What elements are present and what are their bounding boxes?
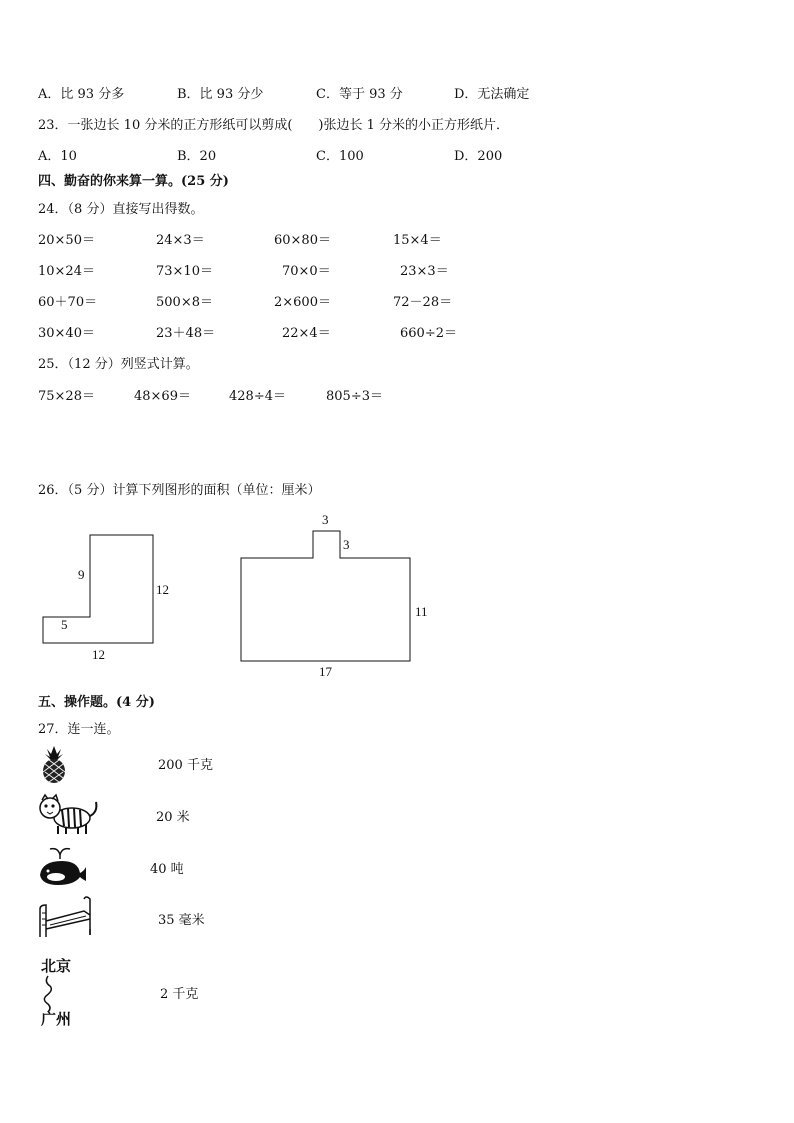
q22-option-c: C．等于 93 分	[316, 87, 403, 102]
notched-rect-label-notch-height: 3	[343, 537, 350, 552]
q23-option-c: C．100	[316, 149, 364, 164]
whale-icon	[36, 845, 88, 887]
q24-r1-c0: 10×24＝	[38, 264, 95, 279]
l-shape-label-right: 12	[156, 582, 169, 597]
map-label-beijing: 北京	[41, 957, 72, 975]
q24-r2-c1: 500×8＝	[156, 295, 213, 310]
q24-r3-c0: 30×40＝	[38, 326, 95, 341]
q24-r2-c0: 60＋70＝	[38, 295, 98, 310]
q24-r1-c1: 73×10＝	[156, 264, 213, 279]
q22-option-d: D．无法确定	[454, 87, 530, 102]
q25-title: 25．（12 分）列竖式计算。	[38, 357, 199, 372]
q23-option-d: D．200	[454, 149, 503, 164]
l-shape-label-bottom: 12	[92, 647, 105, 662]
q27-title: 27．连一连。	[38, 722, 120, 737]
l-shape-label-top-height: 9	[78, 567, 85, 582]
q24-r3-c1: 23＋48＝	[156, 326, 216, 341]
q24-r2-c3: 72－28＝	[393, 295, 453, 310]
q24-r1-c2: 70×0＝	[282, 264, 331, 279]
q25-item-2: 48×69＝	[134, 389, 191, 404]
q27-value-4: 35 毫米	[158, 913, 205, 928]
bed-icon	[36, 895, 92, 939]
q27-value-2: 20 米	[156, 810, 190, 825]
q24-r0-c1: 24×3＝	[156, 233, 205, 248]
q25-item-4: 805÷3＝	[326, 389, 383, 404]
beijing-guangzhou-map-icon	[38, 956, 82, 1028]
q25-item-3: 428÷4＝	[229, 389, 286, 404]
tiger-icon	[36, 792, 100, 836]
q22-option-b: B．比 93 分少	[177, 87, 264, 102]
q27-value-3: 40 吨	[150, 862, 184, 877]
q26-title: 26．（5 分）计算下列图形的面积（单位：厘米）	[38, 483, 321, 498]
q24-r0-c0: 20×50＝	[38, 233, 95, 248]
section5-title: 五、操作题。(4 分)	[38, 695, 155, 710]
q27-value-5: 2 千克	[160, 987, 199, 1002]
l-shape-outline	[43, 535, 153, 643]
q22-option-a: A．比 93 分多	[38, 87, 125, 102]
pineapple-icon	[37, 744, 71, 784]
q25-item-1: 75×28＝	[38, 389, 95, 404]
notched-rect-label-right: 11	[415, 604, 428, 619]
q23-question: 23．一张边长 10 分米的正方形纸可以剪成( )张边长 1 分米的小正方形纸片．	[38, 118, 510, 133]
q24-r1-c3: 23×3＝	[400, 264, 449, 279]
q24-r0-c3: 15×4＝	[393, 233, 442, 248]
q23-option-b: B．20	[177, 149, 217, 164]
q23-option-a: A．10	[38, 149, 77, 164]
map-label-guangzhou: 广州	[41, 1010, 72, 1028]
q24-title: 24．（8 分）直接写出得数。	[38, 202, 204, 217]
q27-value-1: 200 千克	[158, 758, 213, 773]
q24-r0-c2: 60×80＝	[274, 233, 331, 248]
q24-r3-c2: 22×4＝	[282, 326, 331, 341]
notched-rectangle-outline	[241, 531, 410, 661]
l-shape-label-step: 5	[61, 617, 68, 632]
q24-r3-c3: 660÷2＝	[400, 326, 457, 341]
notched-rect-label-notch-width: 3	[322, 512, 329, 527]
section4-title: 四、勤奋的你来算一算。(25 分)	[38, 174, 229, 189]
notched-rect-label-bottom: 17	[319, 664, 332, 679]
q24-r2-c2: 2×600＝	[274, 295, 331, 310]
